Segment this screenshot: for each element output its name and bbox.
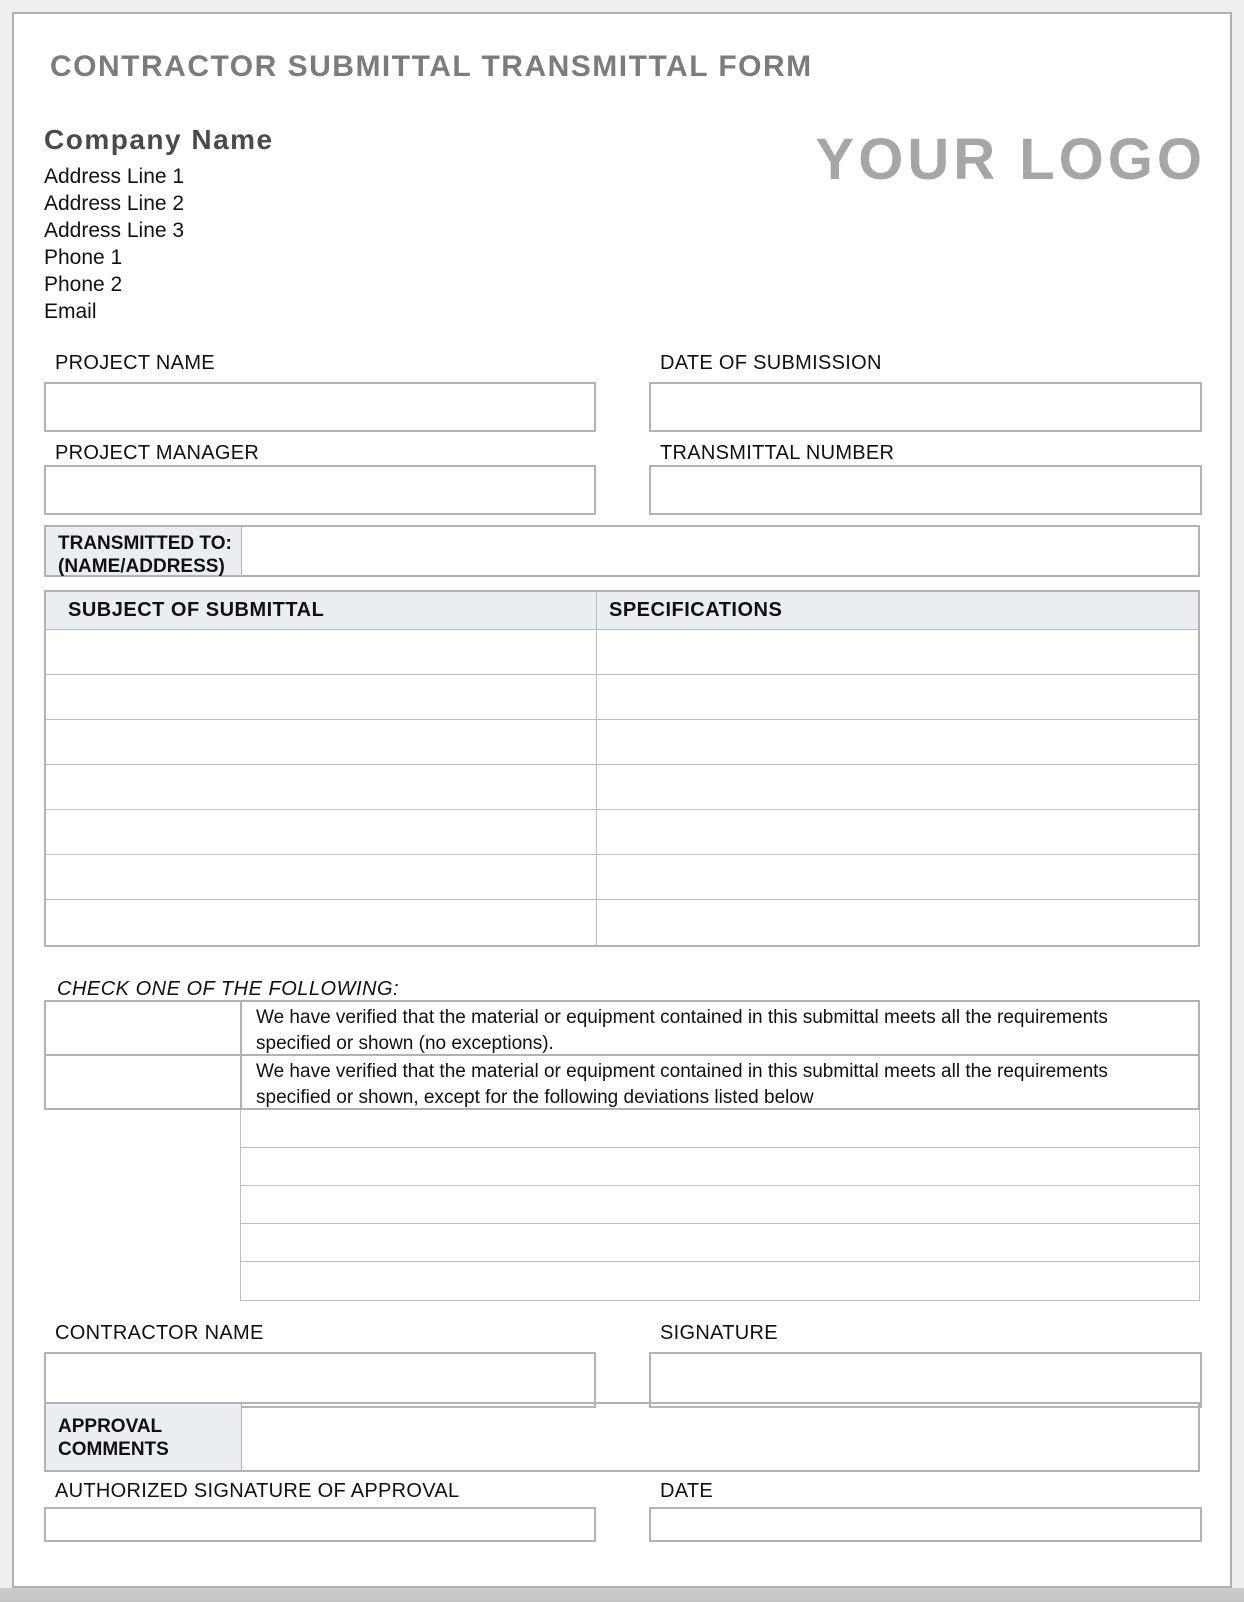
subject-cell[interactable] (46, 675, 597, 719)
deviation-row[interactable] (241, 1262, 1199, 1300)
logo-placeholder: YOUR LOGO (815, 127, 1206, 192)
document-page (12, 12, 1232, 1588)
date-of-submission-label: DATE OF SUBMISSION (660, 352, 882, 374)
signature-input[interactable] (649, 1352, 1202, 1408)
submittal-row (46, 900, 1198, 945)
specifications-cell[interactable] (597, 675, 1198, 719)
contractor-name-input[interactable] (44, 1352, 596, 1408)
subject-cell[interactable] (46, 765, 597, 809)
specifications-cell[interactable] (597, 630, 1198, 674)
specifications-cell[interactable] (597, 855, 1198, 899)
authorized-signature-input[interactable] (44, 1507, 596, 1542)
check-one-label: CHECK ONE OF THE FOLLOWING: (57, 978, 400, 1000)
subject-cell[interactable] (46, 855, 597, 899)
authorized-signature-label: AUTHORIZED SIGNATURE OF APPROVAL (55, 1480, 460, 1502)
transmitted-to-label-line1: TRANSMITTED TO: (58, 533, 232, 554)
option-text-no-exceptions: We have verified that the material or equipment contained in this submittal meets all the requirements specified or shown (no exceptions). (256, 1007, 1108, 1054)
transmitted-to-label-line2: (NAME/ADDRESS) (58, 556, 225, 577)
option-row-no-exceptions (44, 1000, 1200, 1056)
date-label: DATE (660, 1480, 714, 1502)
company-phone-1: Phone 1 (44, 246, 123, 269)
option-row-with-deviations (44, 1054, 1200, 1110)
date-input[interactable] (649, 1507, 1202, 1542)
option-checkbox-with-deviations[interactable] (46, 1056, 242, 1108)
specifications-cell[interactable] (597, 810, 1198, 854)
contractor-name-label: CONTRACTOR NAME (55, 1322, 264, 1344)
transmitted-to-input[interactable] (242, 527, 1198, 575)
approval-comments-label (46, 1404, 242, 1470)
submittal-table-header (46, 592, 1198, 630)
deviation-rows (240, 1110, 1200, 1301)
deviation-row[interactable] (241, 1224, 1199, 1262)
project-name-input[interactable] (44, 382, 596, 432)
submittal-row (46, 855, 1198, 900)
submittal-row (46, 630, 1198, 675)
subject-cell[interactable] (46, 900, 597, 945)
company-name: Company Name (44, 124, 274, 155)
transmitted-to-label (46, 527, 242, 575)
approval-comments-row (44, 1402, 1200, 1472)
subject-cell[interactable] (46, 630, 597, 674)
submittal-row (46, 720, 1198, 765)
page-bottom-shadow (0, 1588, 1244, 1602)
company-address-line-1: Address Line 1 (44, 165, 185, 188)
subject-of-submittal-header: SUBJECT OF SUBMITTAL (46, 592, 597, 629)
project-name-label: PROJECT NAME (55, 352, 215, 374)
submittal-row (46, 765, 1198, 810)
date-of-submission-input[interactable] (649, 382, 1202, 432)
submittal-row (46, 810, 1198, 855)
submittal-table-body (46, 630, 1198, 945)
deviation-row[interactable] (241, 1110, 1199, 1148)
transmittal-number-label: TRANSMITTAL NUMBER (660, 442, 895, 464)
subject-cell[interactable] (46, 810, 597, 854)
option-checkbox-no-exceptions[interactable] (46, 1002, 242, 1054)
page-title: CONTRACTOR SUBMITTAL TRANSMITTAL FORM (50, 50, 813, 83)
specifications-cell[interactable] (597, 900, 1198, 945)
company-address-line-3: Address Line 3 (44, 219, 185, 242)
deviation-row[interactable] (241, 1186, 1199, 1224)
submittal-table (44, 590, 1200, 947)
deviation-row[interactable] (241, 1148, 1199, 1186)
specifications-header: SPECIFICATIONS (609, 599, 783, 621)
submittal-row (46, 675, 1198, 720)
transmitted-to-row (44, 525, 1200, 577)
signature-label: SIGNATURE (660, 1322, 778, 1344)
company-address-line-2: Address Line 2 (44, 192, 185, 215)
specifications-cell[interactable] (597, 765, 1198, 809)
option-text-with-deviations: We have verified that the material or equipment contained in this submittal meets all the requirements specified or shown, except for the following deviations listed below (256, 1061, 1108, 1108)
approval-comments-input[interactable] (242, 1404, 1198, 1470)
company-address-block (44, 163, 184, 325)
approval-comments-label-line2: COMMENTS (58, 1439, 169, 1460)
subject-cell[interactable] (46, 720, 597, 764)
transmittal-number-input[interactable] (649, 465, 1202, 515)
specifications-cell[interactable] (597, 720, 1198, 764)
company-phone-2: Phone 2 (44, 273, 123, 296)
company-email: Email (44, 300, 97, 323)
project-manager-label: PROJECT MANAGER (55, 442, 260, 464)
project-manager-input[interactable] (44, 465, 596, 515)
check-options (44, 1000, 1200, 1110)
approval-comments-label-line1: APPROVAL (58, 1416, 163, 1437)
